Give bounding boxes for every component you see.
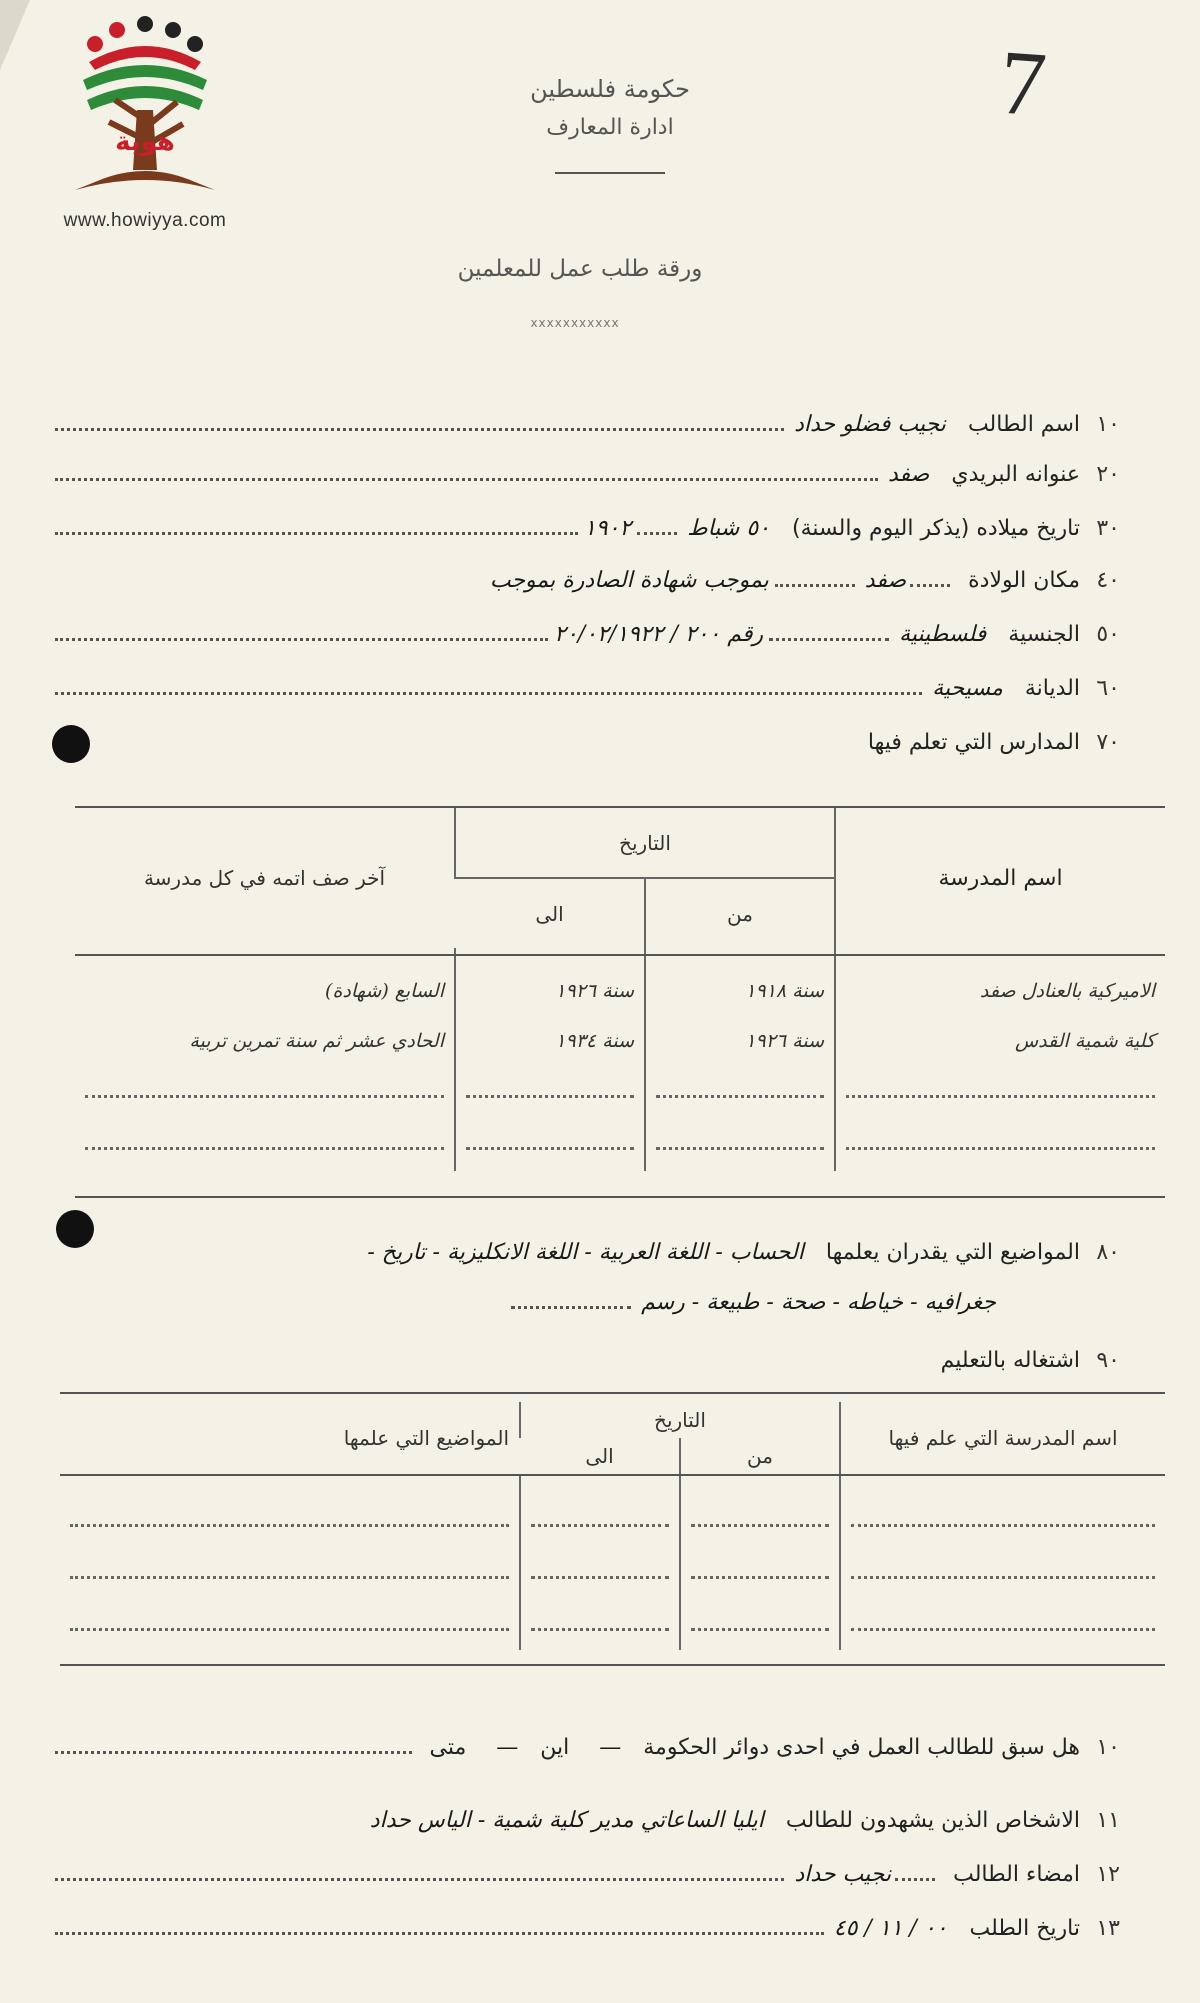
field-number: ٥٠ [1096, 622, 1120, 647]
field-schools-attended [55, 730, 1120, 755]
row-last-class: السابع (شهادة) [325, 980, 444, 1002]
dotted-line [531, 1514, 669, 1527]
table-row [60, 1494, 1165, 1546]
dotted-line [531, 1566, 669, 1579]
table-row [60, 1546, 1165, 1598]
table-row [75, 1116, 1165, 1171]
field-label: هل سبق للطالب العمل في احدى دوائر الحكومة [643, 1735, 1080, 1760]
field-label: مكان الولادة [968, 568, 1080, 593]
dotted-line [70, 1514, 509, 1527]
dotted-line [55, 1920, 824, 1935]
dotted-line [851, 1618, 1155, 1631]
field-when-label: متى [429, 1735, 467, 1760]
row-school: الاميركية بالعنادل صفد [835, 966, 1165, 1016]
field-number: ١٠ [1096, 412, 1120, 437]
field-label: المواضيع التي يقدران يعلمها [825, 1240, 1080, 1265]
table-row [75, 966, 1165, 1016]
table-bottom-rule [75, 1196, 1165, 1198]
government-title: حكومة فلسطين [530, 75, 690, 103]
logo-url: www.howiyya.com [63, 210, 227, 231]
header-school-name: اسم المدرسة التي علم فيها [840, 1402, 1165, 1474]
field-application-date [55, 1916, 1120, 1941]
dotted-line [466, 1085, 634, 1098]
field-birth-date [55, 516, 1120, 541]
field-value: جغرافيه - خياطه - صحة - طبيعة - رسم [641, 1290, 996, 1315]
row-to: سنة ١٩٢٦ [455, 966, 645, 1016]
field-teachable-subjects [55, 1240, 1120, 1265]
field-religion [55, 676, 1120, 701]
title-decoration: xxxxxxxxxxx [530, 316, 620, 330]
field-extra: ١٩٠٢ [583, 516, 632, 541]
field-value: نجيب فضلو حداد [794, 412, 946, 437]
form-title: ورقة طلب عمل للمعلمين [457, 256, 703, 282]
field-label: الاشخاص الذين يشهدون للطالب [785, 1808, 1080, 1833]
field-where-label: اين [540, 1735, 570, 1760]
field-number: ٤٠ [1096, 568, 1120, 593]
dotted-line [55, 520, 578, 535]
schools-table [75, 808, 1165, 1171]
header-last-class: آخر صف اتمه في كل مدرسة [143, 866, 386, 890]
field-label: المدارس التي تعلم فيها [867, 730, 1080, 755]
field-value: صفد [864, 568, 907, 593]
dotted-line [55, 626, 548, 641]
row-from: سنة ١٩١٨ [645, 966, 835, 1016]
field-label: الجنسية [1008, 622, 1080, 647]
field-value: الحساب - اللغة العربية - اللغة الانكليزية - تاريخ - [367, 1240, 804, 1265]
field-label: اسم الطالب [967, 412, 1080, 437]
field-extra: رقم ٢٠٠ / ٢٠/٠٢/١٩٢٢ [554, 622, 764, 647]
dotted-line [85, 1085, 444, 1098]
table-bottom-rule [60, 1664, 1165, 1666]
dotted-line [851, 1514, 1155, 1527]
header-date: التاريخ [455, 808, 835, 878]
dotted-line [895, 1866, 935, 1881]
field-postal-address [55, 462, 1120, 487]
field-label: عنوانه البريدي [951, 462, 1080, 487]
dotted-line [691, 1514, 829, 1527]
field-number: ١٣ [1096, 1916, 1120, 1941]
dotted-line [846, 1085, 1155, 1098]
dotted-line [851, 1566, 1155, 1579]
field-label: تاريخ ميلاده (يذكر اليوم والسنة) [791, 516, 1080, 541]
dotted-line [656, 1085, 824, 1098]
dotted-line [691, 1618, 829, 1631]
dotted-line [55, 680, 922, 695]
dotted-line [55, 466, 878, 481]
field-value: مسيحية [932, 676, 1003, 701]
field-student-name [55, 412, 1120, 437]
field-label: تاريخ الطلب [969, 1916, 1080, 1941]
field-number: ٨٠ [1096, 1240, 1120, 1265]
header-school-name: اسم المدرسة [835, 808, 1165, 948]
header-subjects: المواضيع التي علمها [343, 1426, 509, 1450]
table-header-rule [60, 1474, 1165, 1476]
row-school: كلية شمية القدس [835, 1016, 1165, 1066]
dotted-line [846, 1137, 1155, 1150]
letterhead [380, 75, 840, 174]
dotted-line [769, 626, 889, 641]
field-references [55, 1808, 1120, 1833]
dotted-line [85, 1137, 444, 1150]
field-value: — [599, 1735, 622, 1760]
dotted-line [775, 572, 855, 587]
field-birth-place [55, 568, 1120, 593]
field-number: ١٠ [1096, 1735, 1120, 1760]
field-number: ١٢ [1096, 1862, 1120, 1887]
header-date: التاريخ [520, 1402, 840, 1438]
field-value: — [496, 1735, 519, 1760]
field-label: امضاء الطالب [953, 1862, 1080, 1887]
dotted-line [691, 1566, 829, 1579]
field-teachable-subjects-cont [55, 1290, 1000, 1315]
table-header-rule [75, 954, 1165, 956]
howiyya-logo [40, 10, 250, 240]
field-government-service [55, 1735, 1120, 1760]
dotted-line [910, 572, 950, 587]
field-value: صفد [888, 462, 930, 487]
field-value: نجيب حداد [794, 1862, 892, 1887]
field-value: فلسطينية [899, 622, 987, 647]
table-row [75, 1066, 1165, 1116]
field-number: ٣٠ [1096, 516, 1120, 541]
paper-corner [0, 0, 30, 70]
field-value: ٥٠ شباط [687, 516, 770, 541]
department-title: ادارة المعارف [546, 115, 674, 140]
field-teaching-experience [55, 1348, 1120, 1373]
field-number: ٩٠ [1096, 1348, 1120, 1373]
row-from: سنة ١٩٢٦ [645, 1016, 835, 1066]
field-value: ٠٠ / ١١ / ٤٥ [833, 1916, 948, 1941]
dotted-line [55, 1866, 784, 1881]
field-student-signature [55, 1862, 1120, 1887]
tree-logo-icon [65, 10, 225, 210]
field-number: ٦٠ [1096, 676, 1120, 701]
logo-wordmark: هوية [115, 127, 175, 157]
field-extra: بموجب شهادة الصادرة بموجب [489, 568, 769, 593]
field-number: ١١ [1096, 1808, 1120, 1833]
dotted-line [70, 1566, 509, 1579]
table-top-rule [60, 1392, 1165, 1394]
field-number: ٢٠ [1096, 462, 1120, 487]
header-to: الى [535, 901, 564, 926]
teaching-table [60, 1402, 1165, 1650]
field-number: ٧٠ [1096, 730, 1120, 755]
dotted-line [70, 1618, 509, 1631]
row-last-class: الحادي عشر ثم سنة تمرين تربية [189, 1030, 444, 1052]
dotted-line [466, 1137, 634, 1150]
dotted-line [55, 416, 784, 431]
header-to: الى [585, 1444, 614, 1468]
header-divider [555, 172, 665, 174]
dotted-line [637, 520, 677, 535]
punch-hole [52, 725, 90, 763]
dotted-line [531, 1618, 669, 1631]
field-nationality [55, 622, 1120, 647]
header-from: من [645, 878, 835, 948]
dotted-line [511, 1294, 631, 1309]
dotted-line [55, 1739, 412, 1754]
row-to: سنة ١٩٣٤ [455, 1016, 645, 1066]
field-value: ايليا الساعاتي مدير كلية شمية - الياس حداد [369, 1808, 764, 1833]
page-number: 7 [996, 30, 1050, 136]
table-row [60, 1598, 1165, 1650]
table-row [75, 1016, 1165, 1066]
field-label: اشتغاله بالتعليم [940, 1348, 1080, 1373]
header-from: من [680, 1438, 840, 1474]
field-label: الديانة [1024, 676, 1080, 701]
dotted-line [656, 1137, 824, 1150]
